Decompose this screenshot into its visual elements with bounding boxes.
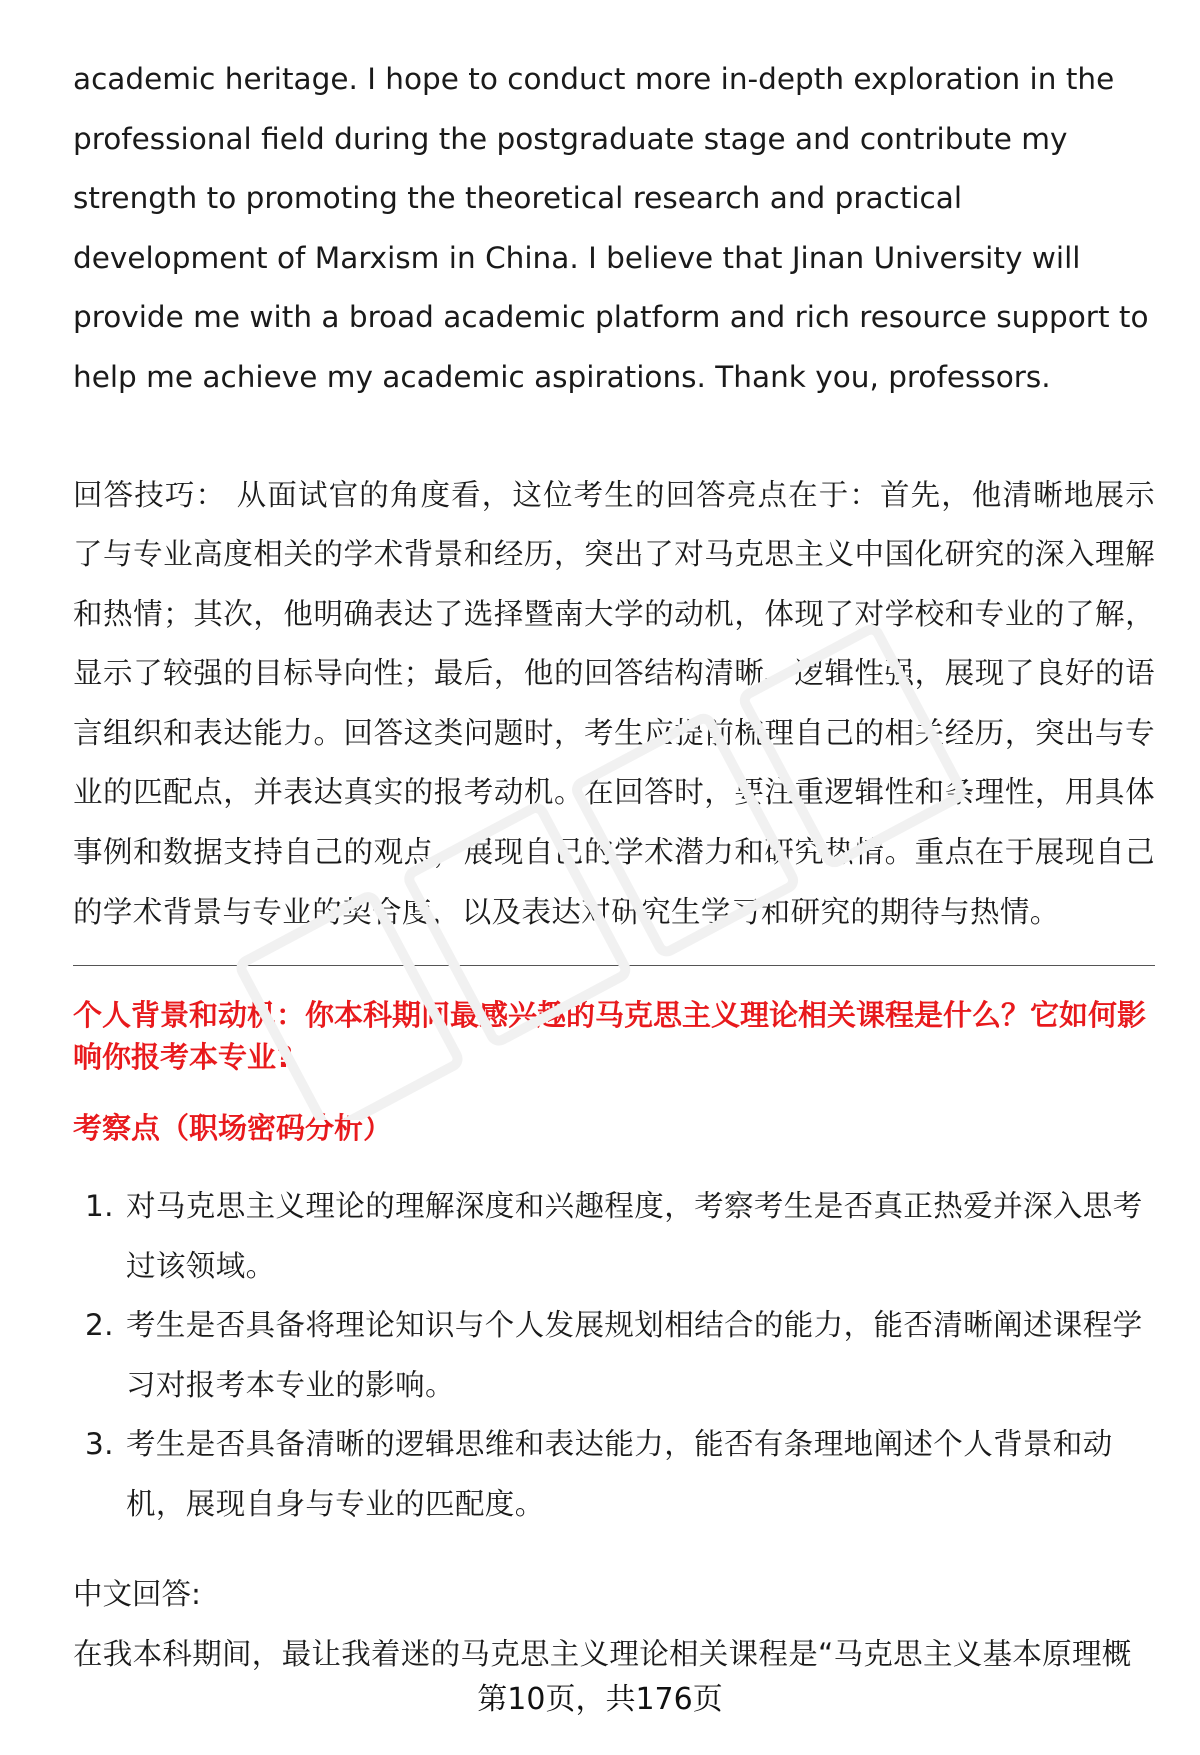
assessment-points-list — [73, 1177, 1155, 1534]
list-item — [73, 1415, 1155, 1534]
list-number: 3. — [85, 1427, 114, 1461]
answer-tips-paragraph: 回答技巧： 从面试官的角度看，这位考生的回答亮点在于：首先，他清晰地展示了与专业高度相关的学术背景和经历，突出了对马克思主义中国化研究的深入理解和热情；其次，他明确表达了选择暨南大学的动机，体现了对学校和专业的了解，显示了较强的目标导向性；最后，他的回答结构清晰、逻辑性强，展现了良好的语言组织和表达能力。回答这类问题时，考生应提前梳理自己的相关经历，突出与专业的匹配点，并表达真实的报考动机。在回答时，要注重逻辑性和条理性，用具体事例和数据支持自己的观点，展现自己的学术潜力和研究热情。重点在于展现自己的学术背景与专业的契合度，以及表达对研究生学习和研究的期待与热情。 — [73, 477, 1155, 929]
chinese-answer-label: 中文回答: — [73, 1577, 201, 1611]
list-number: 2. — [85, 1308, 114, 1342]
chinese-answer-text: 在我本科期间，最让我着迷的马克思主义理论相关课程是“马克思主义基本原理概 — [73, 1637, 1132, 1671]
assessment-points-heading: 考察点（职场密码分析） — [73, 1111, 393, 1145]
list-item — [73, 1296, 1155, 1415]
list-item-text: 对马克思主义理论的理解深度和兴趣程度，考察考生是否真正热爱并深入思考过该领域。 — [126, 1189, 1143, 1283]
section-divider — [73, 965, 1155, 966]
list-item — [73, 1177, 1155, 1296]
question-heading: 个人背景和动机：你本科期间最感兴趣的马克思主义理论相关课程是什么？它如何影响你报考本专业? — [73, 998, 1147, 1074]
list-number: 1. — [85, 1189, 114, 1223]
intro-paragraph: academic heritage. I hope to conduct more in-depth exploration in the professional field during the postgraduate stage and contribute my strength to promoting the theoretical research and practical development of Marxism in China. I believe that Jinan University will provide me with a broad academic platform and rich resource support to help me achieve my academic aspirations. Thank you, professors. — [73, 62, 1149, 394]
document-page — [73, 0, 1155, 1755]
list-item-text: 考生是否具备清晰的逻辑思维和表达能力，能否有条理地阐述个人背景和动机，展现自身与专业的匹配度。 — [126, 1427, 1113, 1521]
list-item-text: 考生是否具备将理论知识与个人发展规划相结合的能力，能否清晰阐述课程学习对报考本专业的影响。 — [126, 1308, 1143, 1402]
page-footer: 第10页，共176页 — [477, 1682, 723, 1717]
